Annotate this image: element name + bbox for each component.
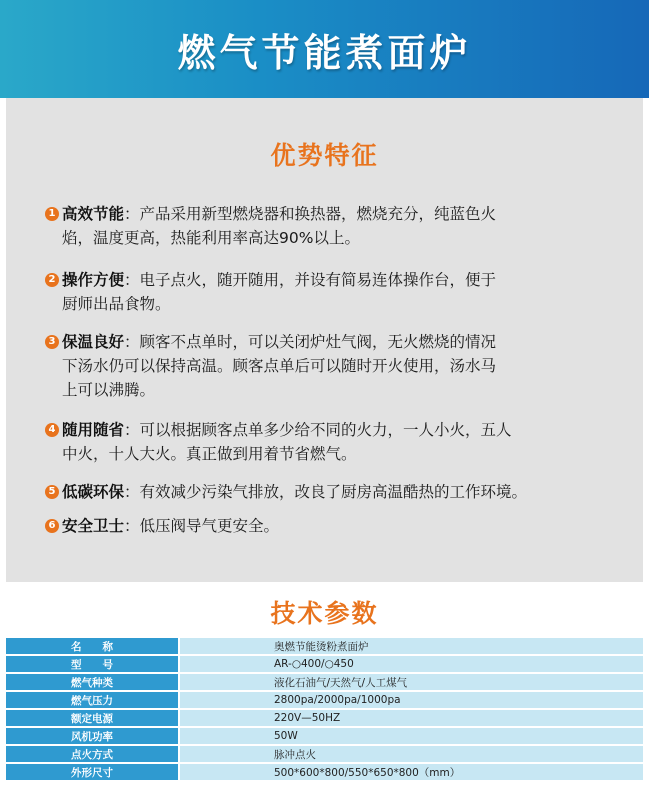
advantage-text-line: 下汤水仍可以保持高温。顾客点单后可以随时开火使用，汤水马 [62, 357, 497, 375]
table-row [6, 727, 643, 745]
advantage-text-line: 顾客不点单时，可以关闭炉灶气阀，无火燃烧的情况 [139, 333, 497, 351]
header-banner [0, 0, 649, 98]
advantage-text-line: 厨师出品食物。 [62, 295, 171, 313]
spec-label: 风机功率 [6, 727, 179, 745]
advantage-keyword: 高效节能 [62, 205, 125, 223]
specs-table [6, 638, 643, 782]
advantage-text-line: 低压阀导气更安全。 [139, 517, 280, 535]
spec-value: 液化石油气/天然气/人工煤气 [179, 673, 643, 691]
number-4-icon: 4 [45, 423, 59, 437]
table-row [6, 638, 643, 655]
advantage-item-6: 6 安全卫士：低压阀导气更安全。 [62, 514, 602, 538]
spec-value: AR-○400/○450 [179, 655, 643, 673]
advantage-text-line: 有效减少污染气排放，改良了厨房高温酷热的工作环境。 [139, 483, 528, 501]
spec-label: 点火方式 [6, 745, 179, 763]
number-3-icon: 3 [45, 335, 59, 349]
table-row [6, 763, 643, 781]
spec-label: 燃气压力 [6, 691, 179, 709]
spec-label: 名 称 [6, 638, 179, 655]
table-row [6, 673, 643, 691]
number-5-icon: 5 [45, 485, 59, 499]
spec-value: 220V—50HZ [179, 709, 643, 727]
advantage-keyword: 随用随省 [62, 421, 125, 439]
advantage-text-line: 上可以沸腾。 [62, 381, 156, 399]
spec-label: 额定电源 [6, 709, 179, 727]
spec-value: 脉冲点火 [179, 745, 643, 763]
advantage-item-5: 5 低碳环保：有效减少污染气排放，改良了厨房高温酷热的工作环境。 [62, 480, 602, 504]
advantage-item-4: 4 随用随省：可以根据顾客点单多少给不同的火力，一人小火，五人 中火，十人大火。真正做到用着节省燃气。 [62, 418, 602, 466]
table-row [6, 691, 643, 709]
page-title: 燃气节能煮面炉 [177, 30, 472, 75]
advantage-keyword: 低碳环保 [62, 483, 125, 501]
advantage-text-line: 电子点火，随开随用，并设有简易连体操作台，便于 [139, 271, 497, 289]
advantage-text-line: 焰，温度更高，热能利用率高达90%以上。 [62, 229, 360, 247]
spec-label: 型 号 [6, 655, 179, 673]
specs-title: 技术参数 [270, 599, 379, 628]
advantage-item-2: 2 操作方便：电子点火，随开随用，并设有简易连体操作台，便于 厨师出品食物。 [62, 268, 602, 316]
spec-value: 奥燃节能烫粉煮面炉 [179, 638, 643, 655]
advantages-panel [6, 98, 643, 582]
number-1-icon: 1 [45, 207, 59, 221]
spec-value: 2800pa/2000pa/1000pa [179, 691, 643, 709]
spec-value: 500*600*800/550*650*800（mm） [179, 763, 643, 781]
spec-label: 燃气种类 [6, 673, 179, 691]
number-6-icon: 6 [45, 519, 59, 533]
advantage-keyword: 安全卫士 [62, 517, 125, 535]
advantage-text-line: 中火，十人大火。真正做到用着节省燃气。 [62, 445, 357, 463]
number-2-icon: 2 [45, 273, 59, 287]
advantage-item-3: 3 保温良好：顾客不点单时，可以关闭炉灶气阀，无火燃烧的情况 下汤水仍可以保持高温。顾客点单后可以随时开火使用，汤水马 上可以沸腾。 [62, 330, 602, 402]
advantage-keyword: 保温良好 [62, 333, 125, 351]
advantage-keyword: 操作方便 [62, 271, 125, 289]
advantage-item-1: 1 高效节能：产品采用新型燃烧器和换热器，燃烧充分，纯蓝色火 焰，温度更高，热能利用率高达90%以上。 [62, 202, 602, 250]
table-row [6, 655, 643, 673]
table-row [6, 745, 643, 763]
advantage-text-line: 可以根据顾客点单多少给不同的火力，一人小火，五人 [139, 421, 512, 439]
advantages-title: 优势特征 [270, 141, 379, 170]
spec-label: 外形尺寸 [6, 763, 179, 781]
table-row [6, 709, 643, 727]
advantage-text-line: 产品采用新型燃烧器和换热器，燃烧充分，纯蓝色火 [139, 205, 497, 223]
spec-value: 50W [179, 727, 643, 745]
